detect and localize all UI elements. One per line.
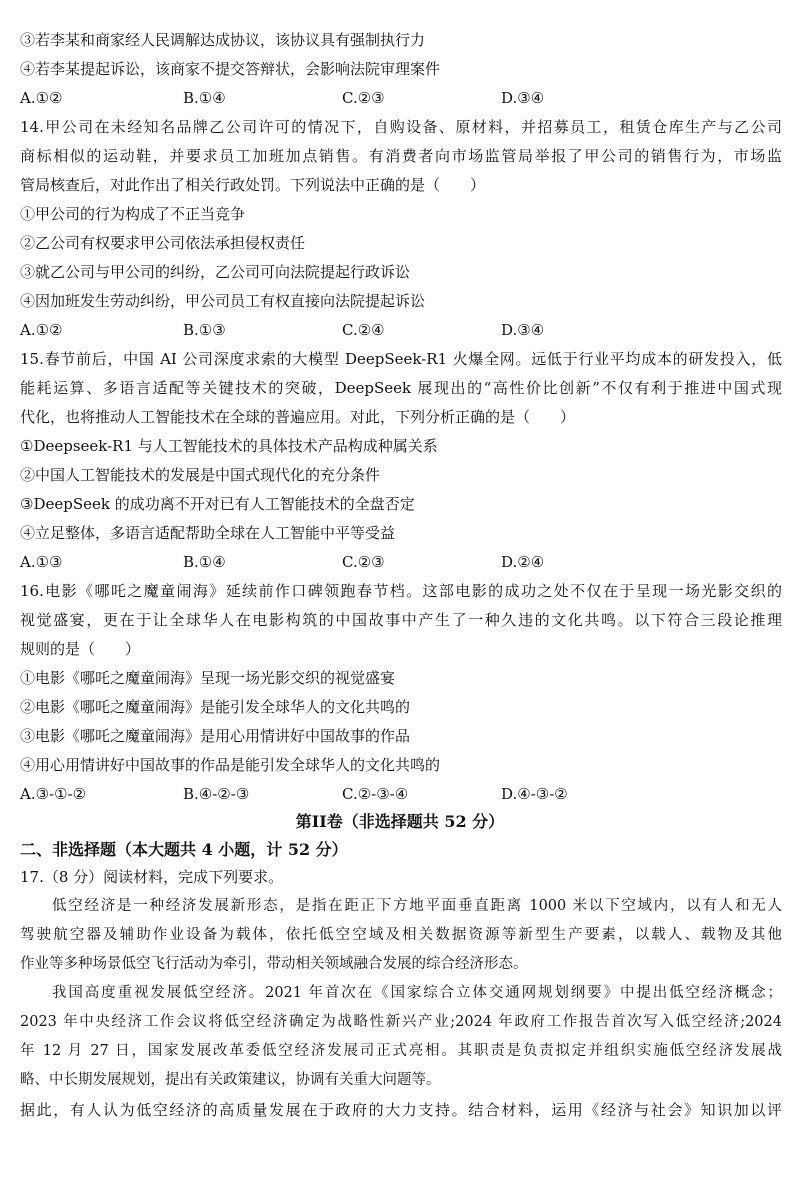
option-b[interactable]: B.①④: [183, 553, 226, 571]
option-c[interactable]: C.②-③-④: [342, 785, 409, 803]
option-b[interactable]: B.①④: [183, 89, 226, 107]
q14-item: ②乙公司有权要求甲公司依法承担侵权责任: [20, 234, 306, 252]
material-line: 年 12 月 27 日，国家发展改革委低空经济发展司正式亮相。其职责是负责拟定并组织实施低空经济发展战: [20, 1043, 782, 1059]
q13-options: [20, 88, 780, 108]
q14-stem-line: 商标相似的运动鞋，并要求员工加班加点销售。有消费者向市场监管局举报了甲公司的销售行为，市场监: [20, 147, 782, 165]
q16-item: ②电影《哪吒之魔童闹海》是能引发全球华人的文化共鸣的: [20, 698, 411, 716]
option-d[interactable]: D.③④: [501, 321, 545, 339]
option-a[interactable]: A.①③: [20, 553, 63, 571]
option-b[interactable]: B.①③: [183, 321, 226, 339]
option-c[interactable]: C.②③: [342, 553, 385, 571]
q16-stem-line: 16.电影《哪吒之魔童闹海》延续前作口碑领跑春节档。这部电影的成功之处不仅在于呈现一场光影交织的: [20, 582, 782, 600]
q15-item: ③DeepSeek 的成功离不开对已有人工智能技术的全盘否定: [20, 495, 415, 513]
q15-item: ②中国人工智能技术的发展是中国式现代化的充分条件: [20, 466, 381, 484]
q17-heading: 17.（8 分）阅读材料，完成下列要求。: [20, 868, 284, 886]
q15-item: ④立足整体，多语言适配帮助全球在人工智能中平等受益: [20, 524, 396, 542]
option-b[interactable]: B.④-②-③: [183, 785, 250, 803]
q14-item: ③就乙公司与甲公司的纠纷，乙公司可向法院提起行政诉讼: [20, 263, 411, 281]
q15-item: ①Deepseek-R1 与人工智能技术的具体技术产品构成种属关系: [20, 437, 438, 455]
q15-stem-line: 代化，也将推动人工智能技术在全球的普遍应用。对此，下列分析正确的是（ ）: [20, 408, 576, 426]
material-line: 作业等多种场景低空飞行活动为牵引，带动相关领域融合发展的综合经济形态。: [20, 956, 528, 972]
q16-item: ④用心用情讲好中国故事的作品是能引发全球华人的文化共鸣的: [20, 756, 441, 774]
q14-item: ①甲公司的行为构成了不正当竞争: [20, 205, 246, 223]
material-line: 我国高度重视发展低空经济。2021 年首次在《国家综合立体交通网规划纲要》中提出低空经济概念；: [52, 985, 782, 1001]
material-line: 2023 年中央经济工作会议将低空经济确定为战略性新兴产业;2024 年政府工作报告首次写入低空经济;2024: [20, 1014, 782, 1030]
q14-options: [20, 320, 780, 340]
q14-item: ④因加班发生劳动纠纷，甲公司员工有权直接向法院提起诉讼: [20, 292, 426, 310]
q15-options: [20, 552, 780, 572]
material-line: 低空经济是一种经济发展新形态，是指在距正下方地平面垂直距离 1000 米以下空域内，以有人和无人: [52, 898, 782, 914]
q15-stem-line: 15.春节前后，中国 AI 公司深度求索的大模型 DeepSeek-R1 火爆全网。远低于行业平均成本的研发投入，低: [20, 350, 782, 368]
material-line: 略、中长期发展规划，提出有关政策建议，协调有关重大问题等。: [20, 1072, 441, 1088]
q16-item: ③电影《哪吒之魔童闹海》是用心用情讲好中国故事的作品: [20, 727, 411, 745]
option-d[interactable]: D.②④: [501, 553, 545, 571]
option-a[interactable]: A.③-①-②: [20, 785, 87, 803]
section-title: 第II卷（非选择题共 52 分）: [295, 812, 505, 831]
option-d[interactable]: D.④-③-②: [501, 785, 568, 803]
q13-item-4: ④若李某提起诉讼，该商家不提交答辩状，会影响法院审理案件: [20, 60, 441, 78]
q15-stem-line: 能耗运算、多语言适配等关键技术的突破，DeepSeek 展现出的“高性价比创新”不仅有利于推进中国式现: [20, 379, 782, 397]
option-d[interactable]: D.③④: [501, 89, 545, 107]
q17-prompt: 据此，有人认为低空经济的高质量发展在于政府的大力支持。结合材料，运用《经济与社会》知识加以评: [20, 1101, 782, 1119]
q16-stem-line: 规则的是（ ）: [20, 640, 141, 658]
q16-options: [20, 784, 780, 804]
option-c[interactable]: C.②④: [342, 321, 385, 339]
material-line: 驾驶航空器及辅助作业设备为载体，依托低空空域及相关数据资源等新型生产要素，以载人、载物及其他: [20, 927, 782, 943]
q16-stem-line: 视觉盛宴，更在于让全球华人在电影构筑的中国故事中产生了一种久违的文化共鸣。以下符合三段论推理: [20, 611, 782, 629]
q16-item: ①电影《哪吒之魔童闹海》呈现一场光影交织的视觉盛宴: [20, 669, 396, 687]
option-a[interactable]: A.①②: [20, 89, 63, 107]
q14-stem-line: 14.甲公司在未经知名品牌乙公司许可的情况下，自购设备、原材料，并招募员工，租赁仓库生产与乙公司: [20, 118, 782, 136]
option-a[interactable]: A.①②: [20, 321, 63, 339]
part-title: 二、非选择题（本大题共 4 小题，计 52 分）: [20, 840, 348, 859]
q13-item-3: ③若李某和商家经人民调解达成协议，该协议具有强制执行力: [20, 31, 426, 49]
q14-stem-line: 管局核查后，对此作出了相关行政处罚。下列说法中正确的是（ ）: [20, 176, 486, 194]
option-c[interactable]: C.②③: [342, 89, 385, 107]
